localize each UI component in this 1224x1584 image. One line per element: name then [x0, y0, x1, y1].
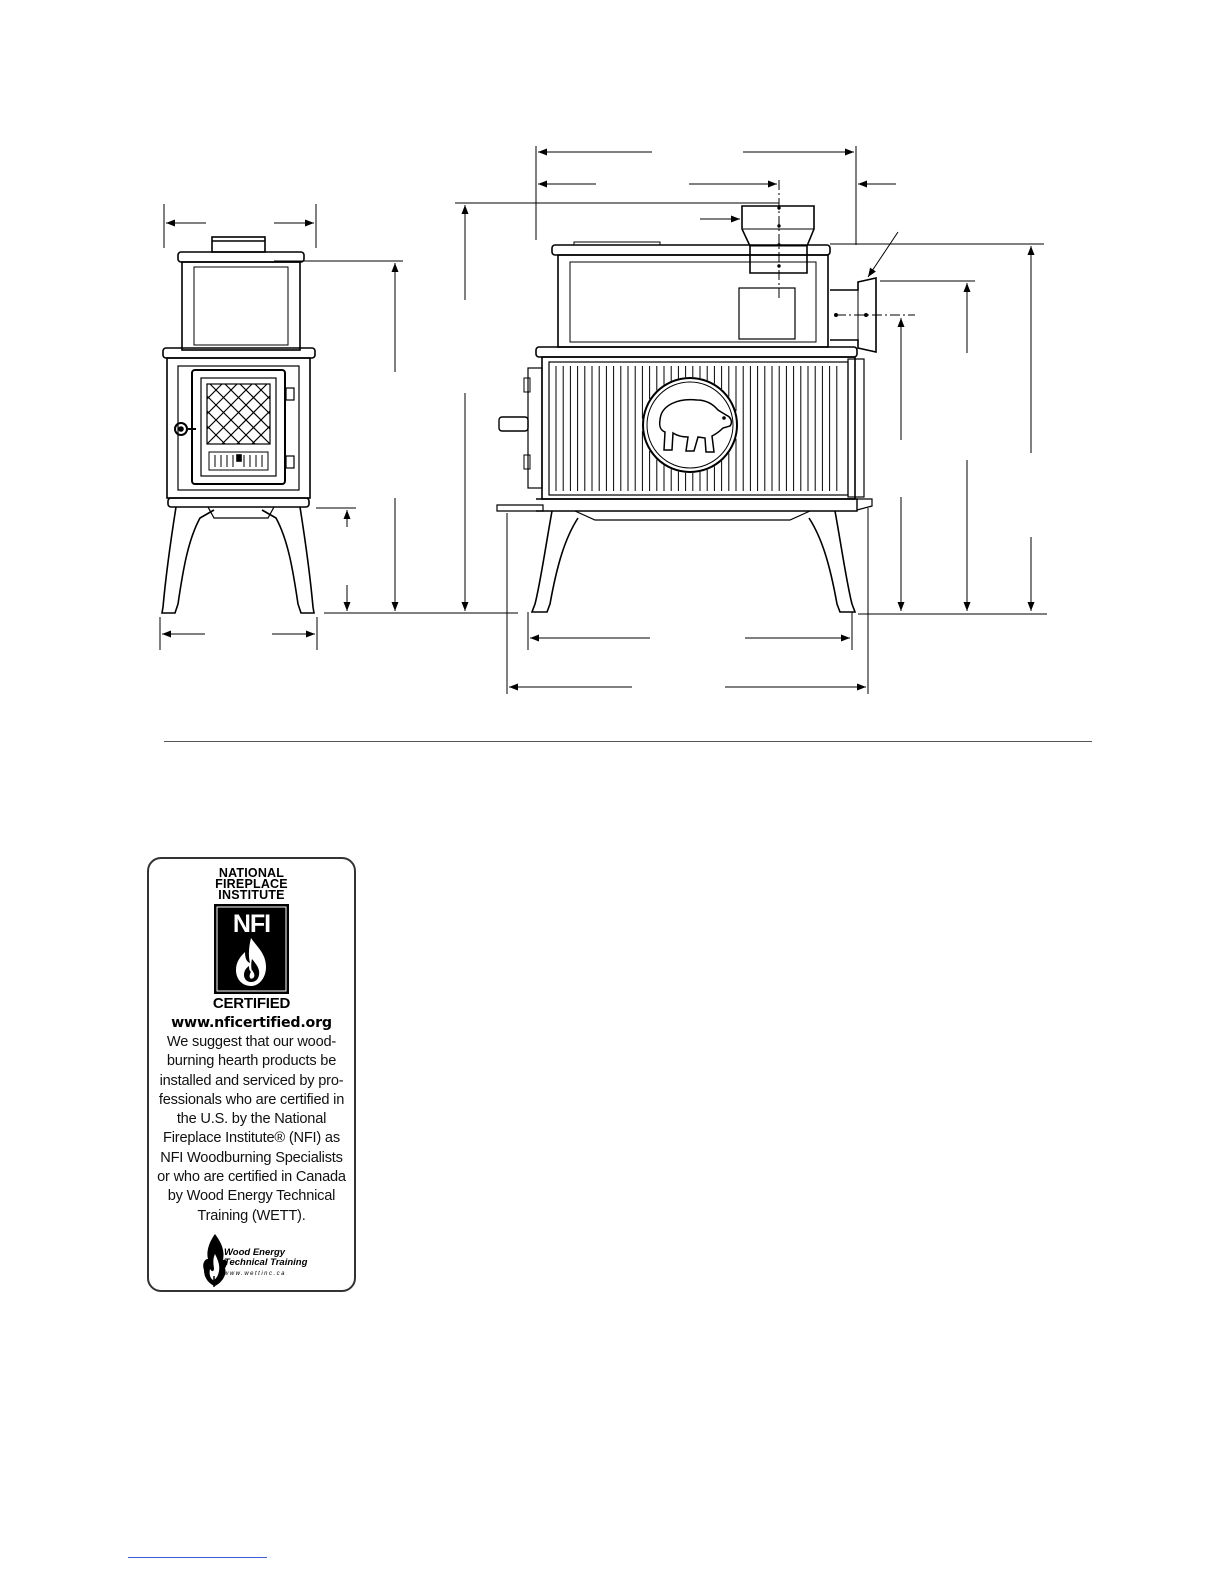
suggestion-line: Fireplace Institute® (NFI) as: [163, 1130, 340, 1147]
nfi-certification-card: [147, 857, 356, 1292]
stove-front-view: [162, 237, 315, 613]
footer-link-underline[interactable]: [128, 1557, 267, 1558]
section-divider: [164, 741, 1092, 742]
suggestion-line: the U.S. by the National: [176, 1111, 327, 1128]
wett-logo: [149, 1230, 354, 1288]
suggestion-line: NFI Woodburning Specialists: [160, 1149, 343, 1166]
nfi-logo-text: NFI: [232, 910, 271, 938]
nfi-suggestion-text: [149, 1033, 354, 1226]
suggestion-line: installed and serviced by pro-: [159, 1072, 344, 1089]
wett-line-3: www.wettinc.ca: [224, 1270, 287, 1277]
suggestion-line: by Wood Energy Technical: [167, 1188, 336, 1205]
suggestion-line: burning hearth products be: [166, 1053, 337, 1070]
stove-dimension-drawing: [0, 0, 1224, 760]
suggestion-line: fessionals who are certified in: [158, 1091, 345, 1108]
suggestion-line: or who are certified in Canada: [157, 1169, 346, 1186]
dimension-lines: [160, 146, 1047, 694]
wett-line-2: Technical Training: [224, 1256, 308, 1268]
suggestion-line: We suggest that our wood-: [166, 1034, 337, 1050]
suggestion-line: Training (WETT).: [197, 1207, 306, 1224]
nfi-website: www.nficertified.org: [171, 1015, 332, 1031]
wett-line-1: Wood Energy: [224, 1246, 286, 1258]
nfi-org-line-3: INSTITUTE: [218, 888, 285, 902]
nfi-certified-label: CERTIFIED: [212, 995, 291, 1012]
nfi-org-line-1: NATIONAL: [218, 866, 285, 880]
nfi-org-line-2: FIREPLACE: [215, 877, 288, 891]
nfi-flame-icon: [214, 904, 289, 994]
bear-medallion-icon: [643, 378, 737, 472]
